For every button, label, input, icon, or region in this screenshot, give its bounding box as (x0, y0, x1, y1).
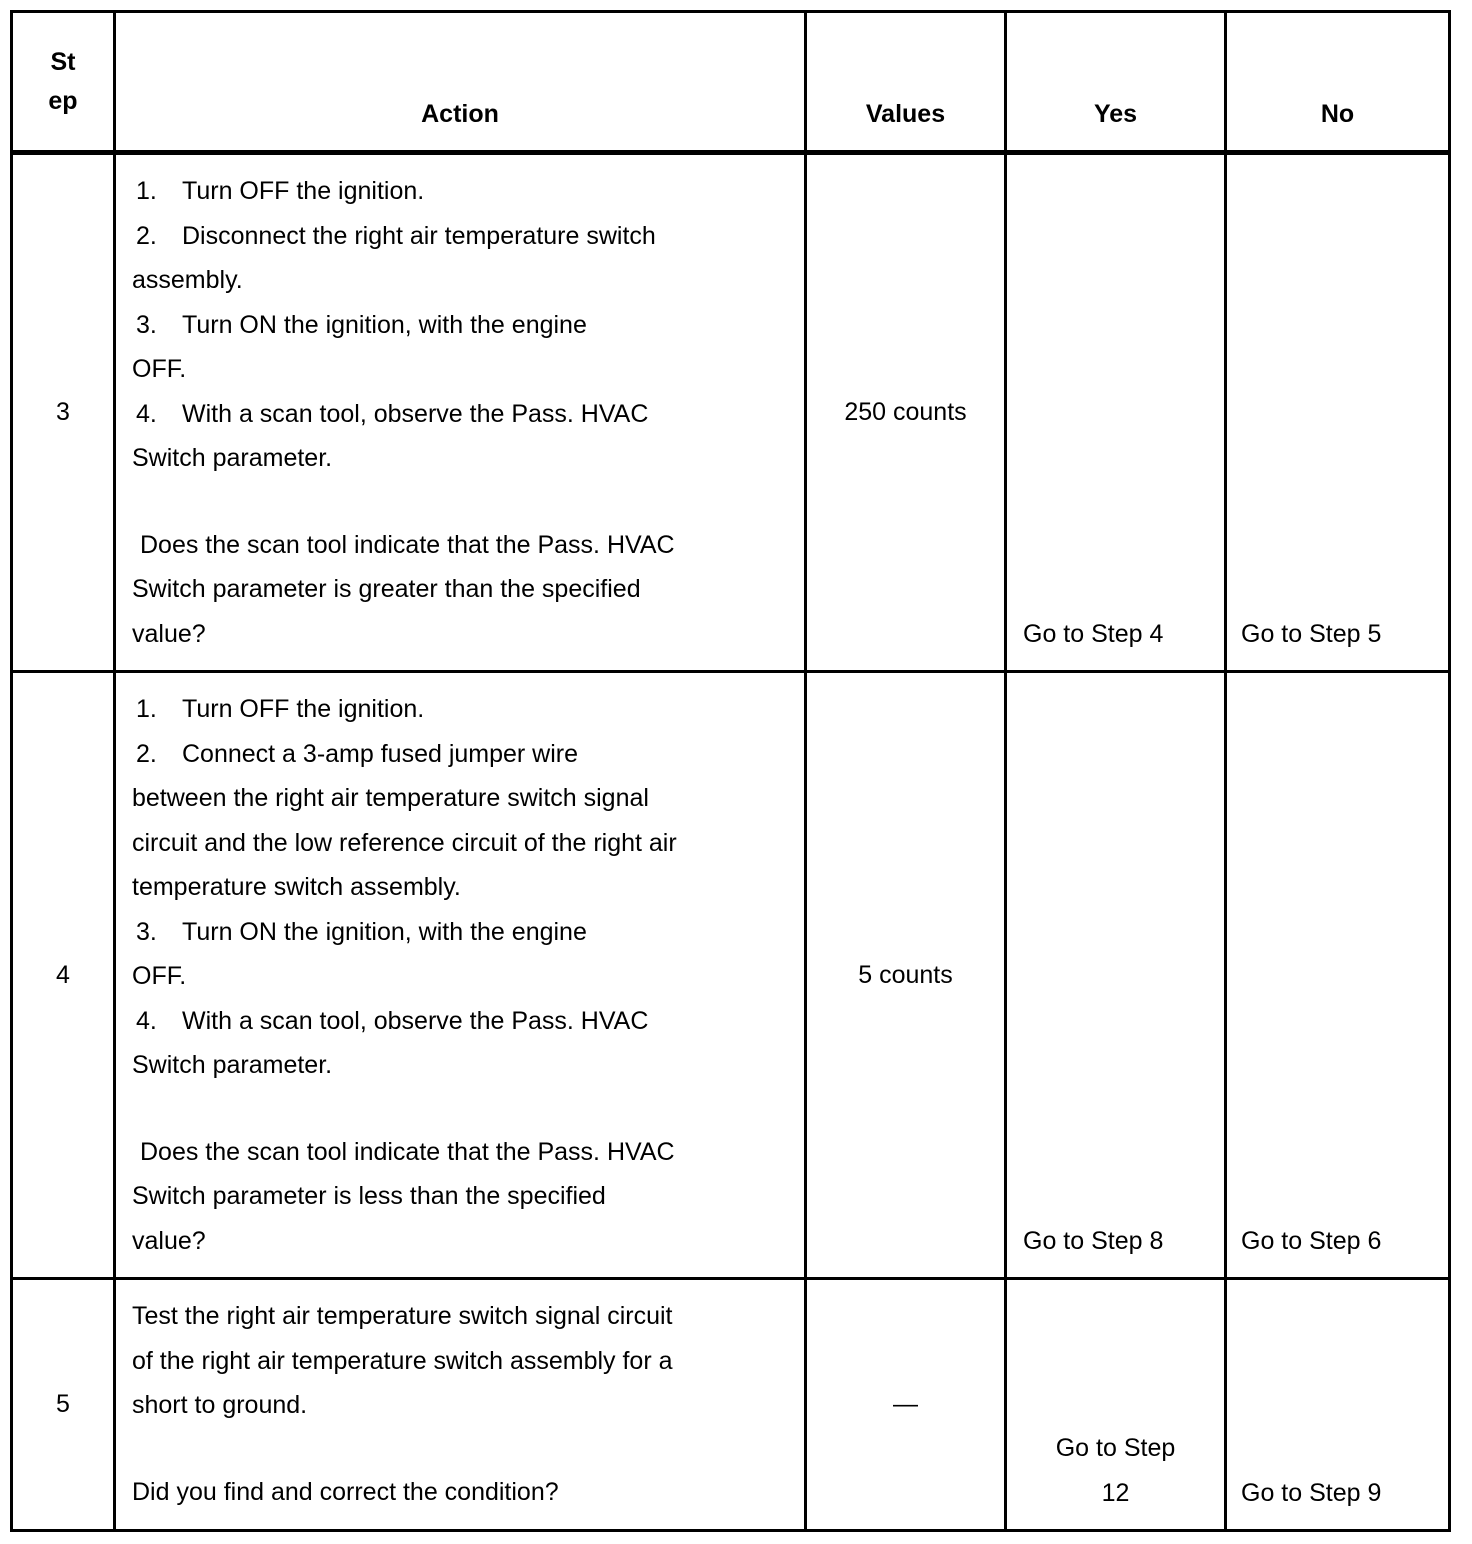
action-question: value? (132, 619, 206, 648)
action-item: 1. Turn OFF the ignition. (136, 177, 425, 205)
header-step (12, 12, 115, 153)
yes-cell: Go to Step 8 (1006, 672, 1226, 1279)
action-cell (115, 1279, 806, 1531)
step-number: 3 (12, 153, 115, 672)
action-question: Switch parameter is less than the specified (132, 1182, 606, 1210)
action-text: of the right air temperature switch assembly for a (132, 1346, 673, 1375)
action-item-continuation: Switch parameter. (132, 1051, 333, 1079)
action-item-continuation: circuit and the low reference circuit of the right air (132, 828, 677, 857)
action-cell (115, 153, 806, 672)
action-question: value? (132, 1226, 206, 1255)
action-item-continuation: Switch parameter. (132, 444, 333, 472)
action-item: 4. With a scan tool, observe the Pass. HVAC (136, 399, 649, 428)
table-row (12, 153, 1450, 672)
no-cell: Go to Step 5 (1226, 153, 1450, 672)
no-cell: Go to Step 9 (1226, 1279, 1450, 1531)
diagnostic-table (10, 10, 1451, 1532)
no-cell: Go to Step 6 (1226, 672, 1450, 1279)
action-item: 1. Turn OFF the ignition. (136, 695, 425, 723)
action-question: Did you find and correct the condition? (132, 1477, 559, 1506)
step-number: 5 (12, 1279, 115, 1531)
action-item: 3. Turn ON the ignition, with the engine (136, 917, 587, 946)
action-item-continuation: OFF. (132, 962, 187, 990)
action-text: Test the right air temperature switch signal circuit (132, 1302, 673, 1330)
action-item-continuation: OFF. (132, 355, 187, 383)
action-item: 3. Turn ON the ignition, with the engine (136, 310, 587, 339)
header-yes: Yes (1006, 12, 1226, 153)
table-row (12, 1279, 1450, 1531)
values-cell: — (806, 1279, 1006, 1531)
action-question: Does the scan tool indicate that the Pass. HVAC (140, 530, 675, 559)
action-item: 4. With a scan tool, observe the Pass. HVAC (136, 1006, 649, 1035)
header-no: No (1226, 12, 1450, 153)
values-cell: 5 counts (806, 672, 1006, 1279)
action-cell (115, 672, 806, 1279)
header-action: Action (115, 12, 806, 153)
action-item: 2. Connect a 3-amp fused jumper wire (136, 739, 579, 768)
header-values: Values (806, 12, 1006, 153)
yes-line: Go to Step (1055, 1434, 1176, 1462)
header-row (12, 12, 1450, 153)
yes-cell: Go to Step 4 (1006, 153, 1226, 672)
action-question: Switch parameter is greater than the specified (132, 575, 641, 603)
action-item: 2. Disconnect the right air temperature switch (136, 221, 656, 250)
action-item-continuation: temperature switch assembly. (132, 873, 461, 901)
header-step-line1: St (50, 47, 76, 76)
action-question: Does the scan tool indicate that the Pass. HVAC (140, 1137, 675, 1166)
action-text: short to ground. (132, 1391, 308, 1419)
header-step-line2: ep (48, 86, 78, 115)
step-number: 4 (12, 672, 115, 1279)
table-row (12, 672, 1450, 1279)
yes-line: 12 (1101, 1478, 1130, 1507)
yes-cell (1006, 1279, 1226, 1531)
action-item-continuation: between the right air temperature switch signal (132, 784, 649, 812)
action-item-continuation: assembly. (132, 266, 243, 294)
values-cell: 250 counts (806, 153, 1006, 672)
